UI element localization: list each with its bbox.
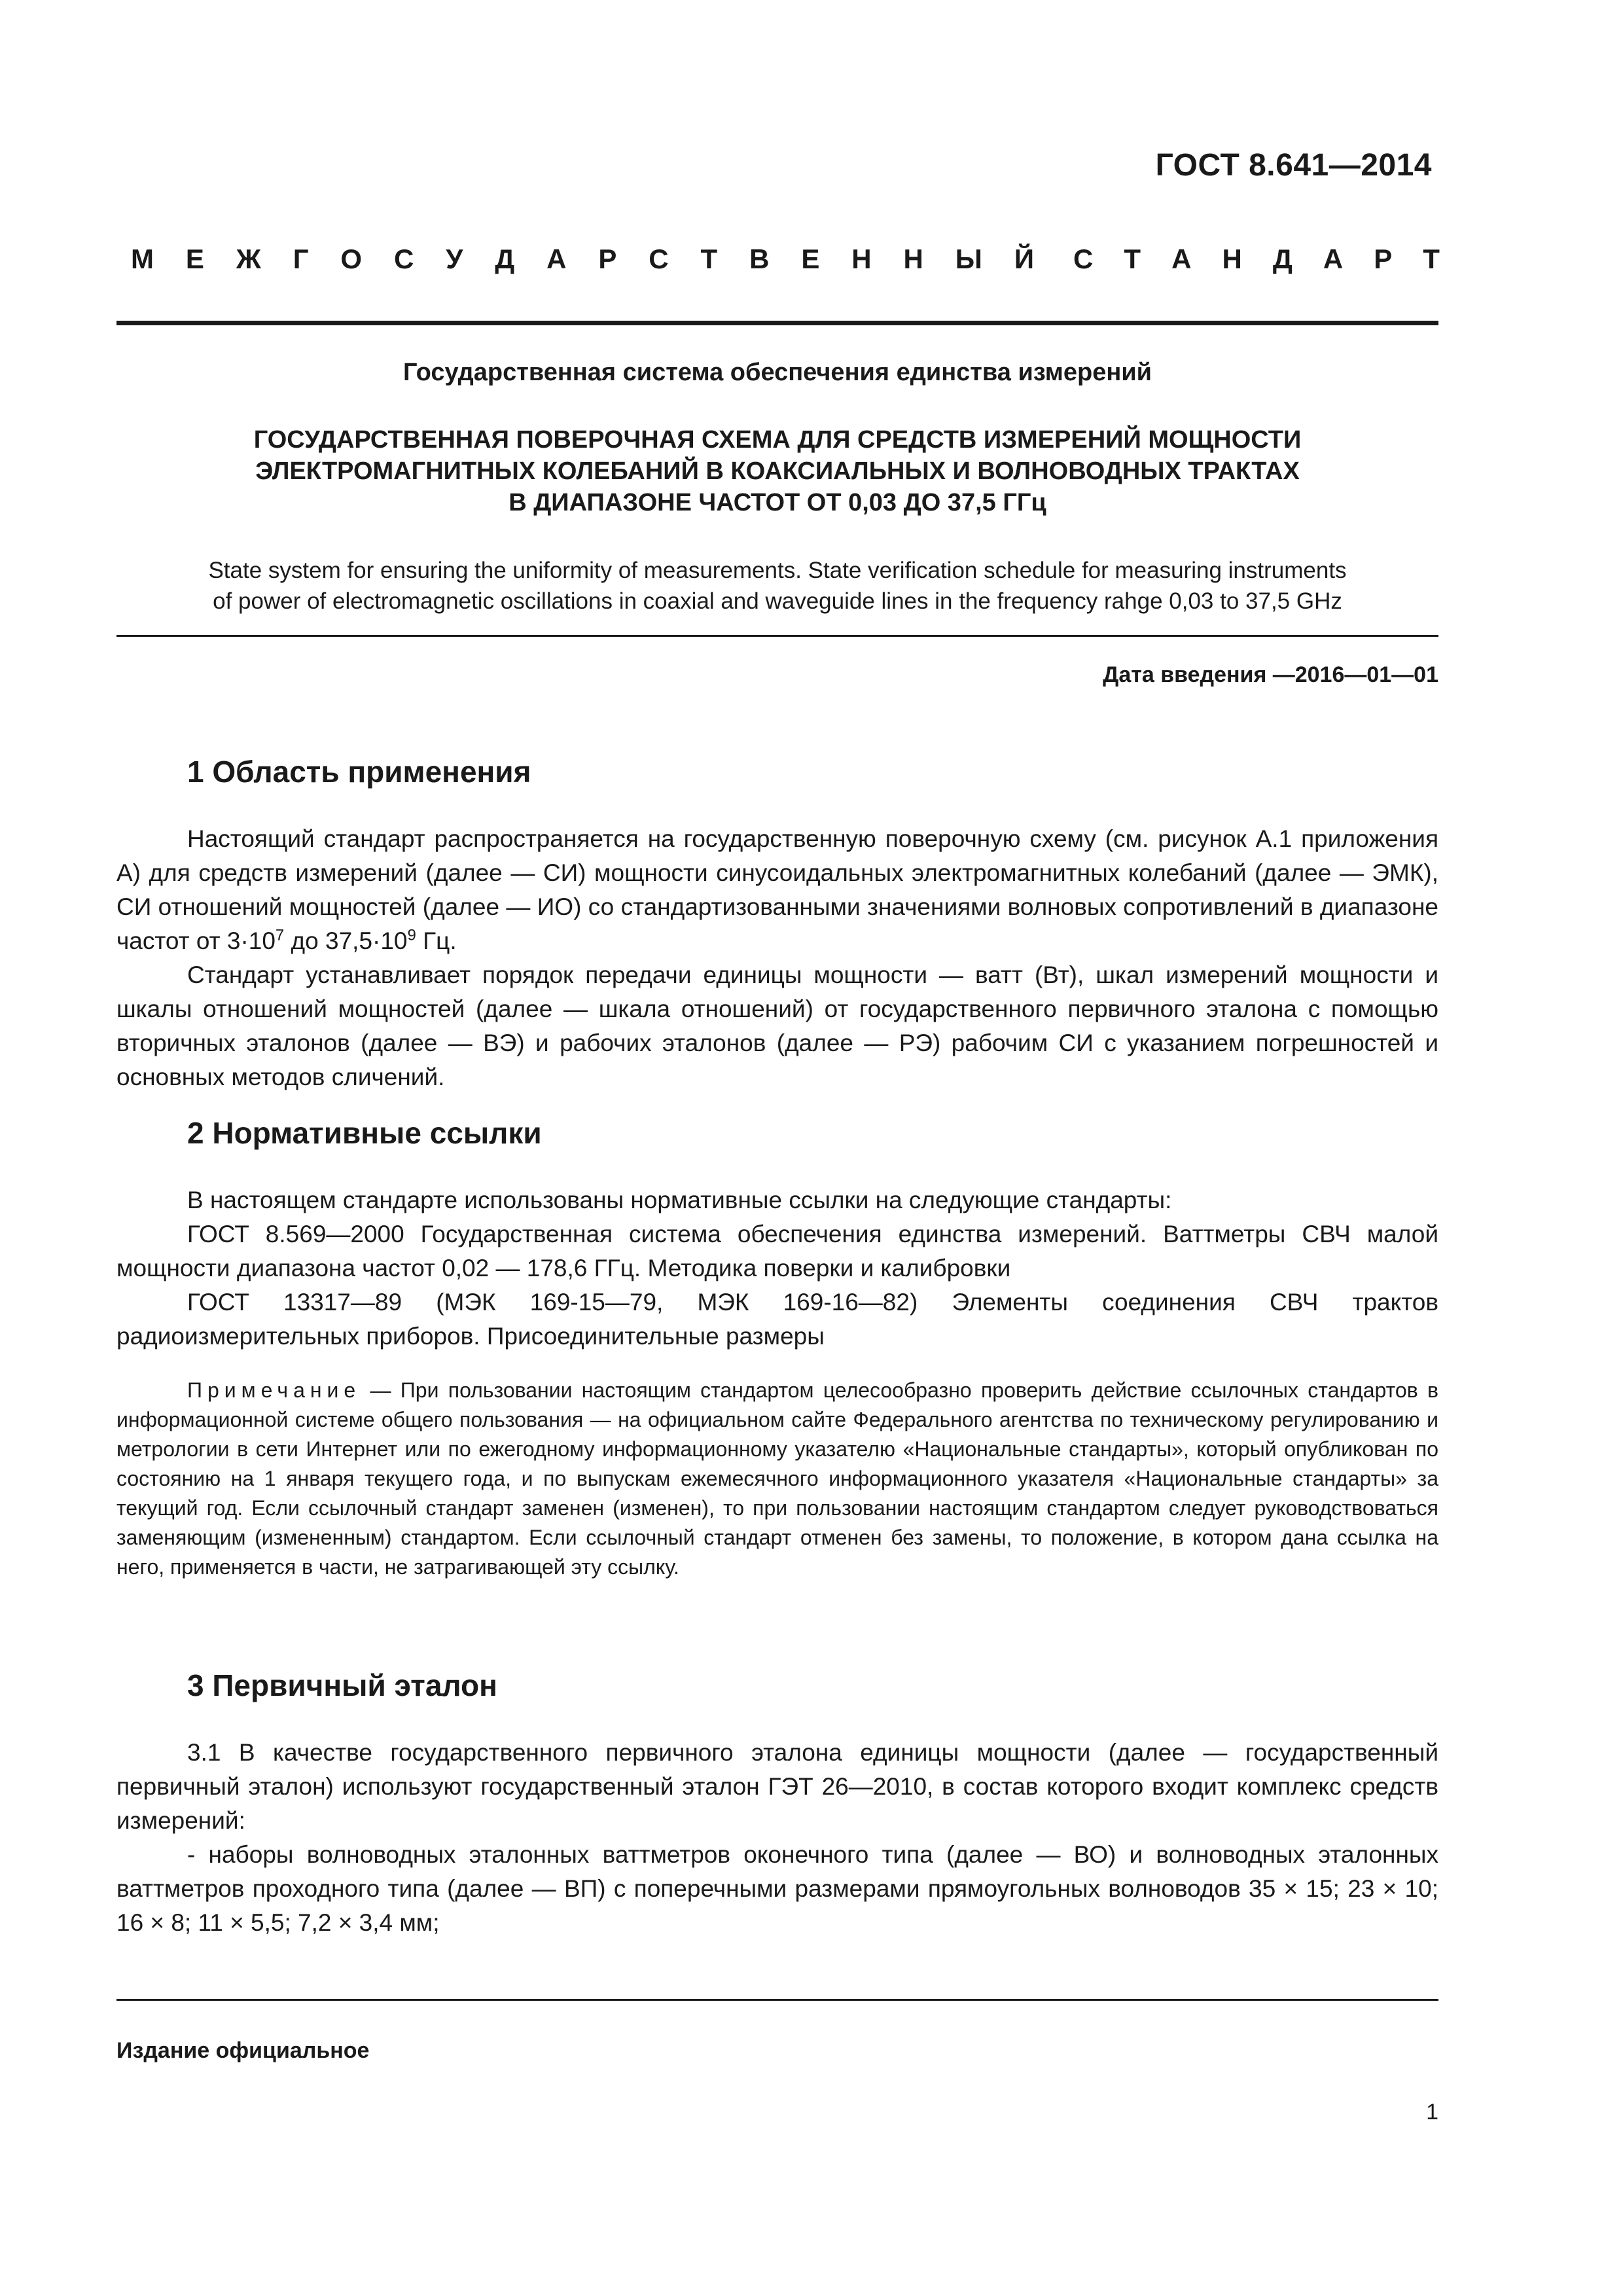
kind-letter: Г [293, 243, 309, 274]
kind-letter: Р [1374, 243, 1393, 274]
kind-letter: Н [1222, 243, 1242, 274]
note-text: — При пользовании настоящим стандартом целесообразно проверить действие ссылочных стандартов в информационной системе общего пользования — на официальном сайте Федерального агентства по техническому регулированию и метрологии в сети Интернет или по ежегодному информационному указателю «Национальные стандарты», который опубликован по состоянию на 1 января текущего года, и по выпускам ежемесячного информационного указателя «Национальные стандарты» за текущий год. Если ссылочный стандарт заменен (изменен), то при пользовании настоящим стандартом следует руководствоваться заменяющим (измененным) стандартом. Если ссылочный стандарт отменен без замены, то положение, в котором дана ссылка на него, применяется в части, не затрагивающей эту ссылку. [116, 1378, 1438, 1579]
text-run: Настоящий стандарт распространяется на государственную поверочную схему (см. рисунок А.1 приложения А) для средств измерений (далее — СИ) мощности синусоидальных электромагнитных колебаний (далее — ЭМК), СИ отношений мощностей (далее — ИО) со стандартизованными значениями волновых сопротивлений в диапазоне частот от 3·10 [116, 825, 1438, 954]
paragraph: - наборы волноводных эталонных ваттметров оконечного типа (далее — ВО) и волноводных эталонных ваттметров проходного типа (далее — ВП) с поперечными размерами прямоугольных волноводов 35 × 15; 23 × 10; 16 × 8; 11 × 5,5; 7,2 × 3,4 мм; [116, 1841, 1438, 1936]
kind-letter: М [131, 243, 154, 274]
page-number: 1 [1426, 2100, 1438, 2125]
kind-letter: Е [185, 243, 204, 274]
title-en-line: State system for ensuring the uniformity of measurements. State verification schedule for measuring instruments [208, 558, 1347, 583]
kind-letter: С [394, 243, 414, 274]
superscript: 9 [407, 926, 416, 944]
kind-letter: С [1073, 243, 1094, 274]
note-paragraph [116, 1376, 1438, 1582]
paragraph: Стандарт устанавливает порядок передачи единицы мощности — ватт (Вт), шкал измерений мощности и шкалы отношений мощностей (далее — шкала отношений) от государственного первичного эталона с помощью вторичных эталонов (далее — ВЭ) и рабочих эталонов (далее — РЭ) рабочим СИ с указанием погрешностей и основных методов сличений. [116, 961, 1438, 1090]
kind-letter: Е [801, 243, 820, 274]
kind-letter: Т [1423, 243, 1440, 274]
title-en-line: of power of electromagnetic oscillations in coaxial and waveguide lines in the frequency rahge 0,03 to 37,5 GHz [213, 588, 1342, 614]
kind-letter: О [340, 243, 363, 274]
text-run: Гц. [416, 927, 457, 954]
header-rule [116, 321, 1438, 325]
title-line: ГОСУДАРСТВЕННАЯ ПОВЕРОЧНАЯ СХЕМА ДЛЯ СРЕДСТВ ИЗМЕРЕНИЙ МОЩНОСТИ [253, 426, 1302, 454]
kind-letter: С [649, 243, 669, 274]
title-rule [116, 635, 1438, 637]
paragraph [116, 822, 1438, 958]
paragraph: ГОСТ 8.569—2000 Государственная система обеспечения единства измерений. Ваттметры СВЧ малой мощности диапазона частот 0,02 — 178,6 ГГц. Методика поверки и калибровки [116, 1221, 1438, 1282]
text-run: до 37,5·10 [284, 927, 408, 954]
document-code: ГОСТ 8.641—2014 [1155, 148, 1432, 183]
kind-letter: Д [495, 243, 515, 274]
section-2-body [116, 1183, 1438, 1354]
document-title [116, 424, 1438, 518]
kind-letter: Н [903, 243, 923, 274]
kind-letter: Д [1272, 243, 1293, 274]
footer-rule [116, 1999, 1438, 2001]
paragraph: ГОСТ 13317—89 (МЭК 169-15—79, МЭК 169-16—82) Элементы соединения СВЧ трактов радиоизмерительных приборов. Присоединительные размеры [116, 1289, 1438, 1350]
kind-word-standard [1073, 243, 1440, 275]
kind-letter: А [1171, 243, 1192, 274]
kind-letter: А [1323, 243, 1344, 274]
section-1-heading: 1 Область применения [187, 755, 531, 789]
standard-kind-heading [131, 243, 1440, 275]
section-2-heading: 2 Нормативные ссылки [187, 1116, 542, 1150]
note-block [116, 1376, 1438, 1582]
kind-letter: У [446, 243, 463, 274]
kind-letter: А [546, 243, 567, 274]
title-line: ЭЛЕКТРОМАГНИТНЫХ КОЛЕБАНИЙ В КОАКСИАЛЬНЫХ И ВОЛНОВОДНЫХ ТРАКТАХ [255, 457, 1300, 485]
paragraph: В настоящем стандарте использованы нормативные ссылки на следующие стандарты: [187, 1187, 1172, 1213]
section-1-body [116, 822, 1438, 1094]
section-3-body [116, 1736, 1438, 1940]
kind-letter: Р [598, 243, 617, 274]
kind-letter: Ж [236, 243, 261, 274]
title-line: В ДИАПАЗОНЕ ЧАСТОТ ОТ 0,03 ДО 37,5 ГГц [508, 489, 1046, 516]
title-english [116, 555, 1438, 617]
kind-letter: В [749, 243, 770, 274]
kind-letter: Н [851, 243, 872, 274]
introduction-date: Дата введения —2016—01—01 [1103, 662, 1438, 687]
kind-letter: Т [1124, 243, 1141, 274]
superscript: 7 [275, 926, 285, 944]
note-label: Примечание [187, 1378, 361, 1402]
section-3-heading: 3 Первичный эталон [187, 1668, 497, 1702]
kind-word-interstate [131, 243, 1034, 275]
kind-letter: Ы [955, 243, 982, 274]
kind-letter: Й [1014, 243, 1034, 274]
system-line: Государственная система обеспечения единства измерений [402, 359, 1152, 386]
kind-letter: Т [700, 243, 718, 274]
edition-label: Издание официальное [116, 2038, 370, 2063]
paragraph: 3.1 В качестве государственного первичного эталона единицы мощности (далее — государственный первичный эталон) используют государственный эталон ГЭТ 26—2010, в состав которого входит комплекс средств измерений: [116, 1739, 1438, 1834]
